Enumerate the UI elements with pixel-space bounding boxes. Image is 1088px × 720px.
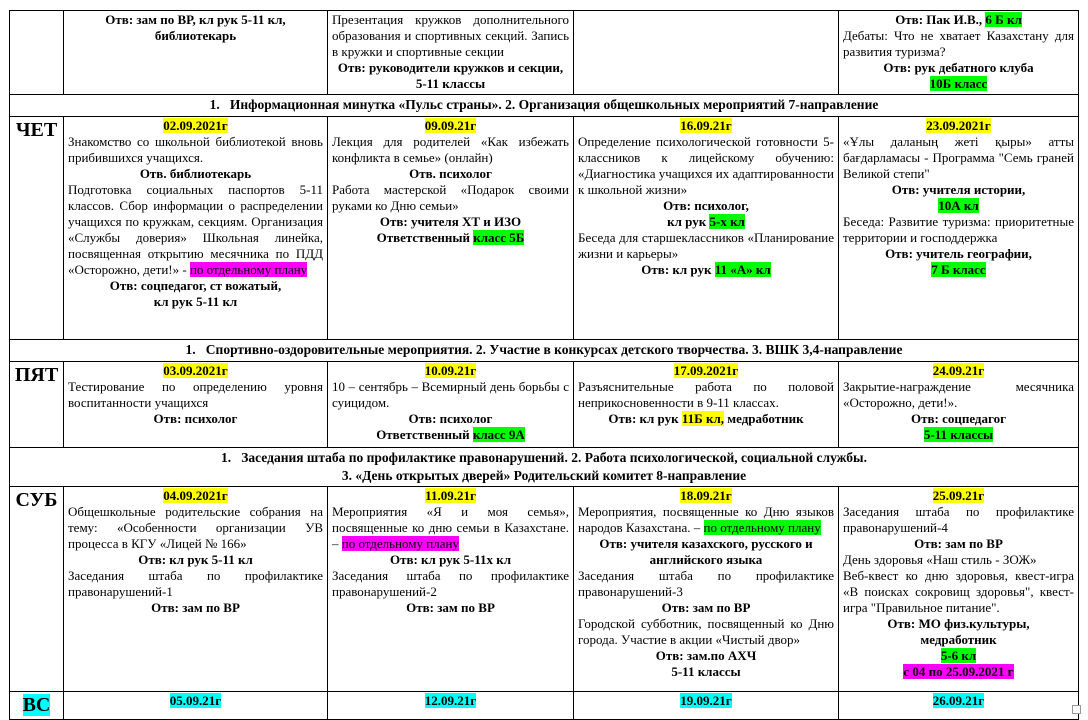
text-run: Отв: учителя казахского, русского и английского языка (599, 536, 813, 567)
paragraph (578, 379, 834, 411)
paragraph (843, 363, 1074, 379)
paragraph (843, 182, 1074, 198)
highlight-green: 6 Б кл (985, 12, 1022, 27)
paragraph (843, 379, 1074, 411)
schedule-table (9, 10, 1079, 720)
highlight-yellow: 24.09.21г (932, 363, 985, 378)
day-label-cell (10, 117, 64, 339)
paragraph (843, 134, 1074, 182)
paragraph (843, 214, 1074, 246)
text-run: Отв: психолог, (663, 198, 749, 213)
text-run: медработник (920, 632, 997, 647)
text-run: Отв: зам по ВР (661, 600, 751, 615)
paragraph (68, 182, 323, 278)
paragraph (578, 693, 834, 709)
text-run: Отв: учителя истории, (891, 182, 1026, 197)
cell-r4-c1 (64, 362, 328, 447)
paragraph (332, 488, 569, 504)
paragraph (843, 568, 1074, 616)
cell-r6-c1 (64, 487, 328, 691)
text-run: Отв: зам по ВР (406, 600, 495, 615)
highlight-green: 7 Б класс (931, 262, 986, 277)
paragraph (843, 246, 1074, 262)
highlight-yellow: 17.09.2021г (673, 363, 739, 378)
text-run: Закрытие-награждение месячника «Осторожно, дети!». (843, 379, 1074, 410)
text-run: Отв: соцпедагог (910, 411, 1006, 426)
text-run: Отв: соцпедагог, ст вожатый, (109, 278, 282, 293)
section-band-line: 1. Заседания штаба по профилактике правонарушений. 2. Работа психологической, социальной службы. (221, 450, 867, 465)
text-run: Подготовка социальных паспортов 5-11 классов. Сбор информации о распределении учащихся по кружкам, секциям. Организация «Службы доверия» Школьная линейка, посвященная открытию месячника по ПДД «Осторожно, дети!» - (68, 182, 323, 277)
text-run: Отв: кл рук 5-11 кл (138, 552, 253, 567)
paragraph (843, 411, 1074, 427)
paragraph (332, 693, 569, 709)
highlight-yellow: 23.09.2021г (926, 118, 991, 133)
paragraph (68, 278, 323, 294)
highlight-yellow: 11Б кл, (681, 411, 725, 426)
paragraph (68, 552, 323, 568)
day-label: ПЯТ (14, 364, 59, 386)
cell-r7-c1 (64, 692, 328, 719)
cell-r0-c4 (839, 11, 1078, 94)
paragraph (332, 568, 569, 600)
paragraph (332, 411, 569, 427)
paragraph (578, 488, 834, 504)
text-run: Ответственный (376, 427, 473, 442)
text-run: кл рук (667, 214, 710, 229)
cell-r0-c3 (574, 11, 839, 94)
cell-r2-c3 (574, 117, 839, 339)
paragraph (68, 363, 323, 379)
text-run: медработник (724, 411, 804, 426)
paragraph (843, 28, 1074, 60)
section-band-line: 3. «День открытых дверей» Родительский комитет 8-направление (341, 468, 747, 483)
paragraph (332, 60, 569, 92)
text-run: Беседа для старшеклассников «Планирование жизни и карьеры» (578, 230, 834, 261)
highlight-yellow: 02.09.2021г (163, 118, 228, 133)
cell-r6-c3 (574, 487, 839, 691)
text-run: День здоровья «Наш стиль - ЗОЖ» (843, 552, 1037, 567)
text-run: Отв: МО физ.культуры, (887, 616, 1030, 631)
highlight-green: класс 9А (472, 427, 525, 442)
day-label-cell (10, 11, 64, 94)
paragraph (578, 504, 834, 536)
text-run: Заседания штаба по профилактике правонарушений-4 (843, 504, 1074, 535)
paragraph (68, 504, 323, 552)
cell-r4-c2 (328, 362, 574, 447)
paragraph (332, 504, 569, 552)
section-band-text (10, 340, 1078, 361)
paragraph (843, 693, 1074, 709)
text-run: Заседания штаба по профилактике правонарушений-2 (332, 568, 569, 599)
paragraph (332, 363, 569, 379)
paragraph (68, 693, 323, 709)
text-run: Лекция для родителей «Как избежать конфликта в семье» (онлайн) (332, 134, 569, 165)
text-run: Презентация кружков дополнительного образования и спортивных секций. Запись в кружки и спортивные секции (332, 12, 569, 59)
paragraph (332, 118, 569, 134)
paragraph (578, 536, 834, 568)
paragraph (332, 379, 569, 411)
paragraph (578, 214, 834, 230)
text-run: 10 – сентябрь – Всемирный день борьбы с суицидом. (332, 379, 569, 410)
paragraph (843, 198, 1074, 214)
day-label: СУБ (15, 489, 58, 511)
paragraph (843, 488, 1074, 504)
paragraph (578, 600, 834, 616)
highlight-yellow: 04.09.2021г (163, 488, 228, 503)
text-run: Мероприятия, посвященные ко Дню языков народов Казахстана. – (578, 504, 834, 535)
paragraph (843, 427, 1074, 443)
paragraph (843, 632, 1074, 648)
text-run: Знакомство со школьной библиотекой вновь прибившихся учащихся. (68, 134, 323, 165)
cell-r2-c4 (839, 117, 1078, 339)
day-label-cell (10, 692, 64, 719)
paragraph (332, 230, 569, 246)
highlight-cyan: 05.09.21г (169, 693, 222, 708)
paragraph (332, 214, 569, 230)
paragraph (578, 198, 834, 214)
text-run: Отв: учитель географии, (885, 246, 1032, 261)
paragraph (843, 616, 1074, 632)
text-run: «Ұлы даланың жеті қыры» атты бағдарламасы - Программа "Семь граней Великой степи" (843, 134, 1074, 181)
text-run: Отв: зам.по АХЧ (655, 648, 757, 663)
paragraph (578, 648, 834, 664)
row-sunday (10, 692, 1078, 719)
row-thursday (10, 117, 1078, 340)
paragraph (843, 664, 1074, 680)
cell-r0-c1 (64, 11, 328, 94)
section-band-line: 1. Информационная минутка «Пульс страны». 2. Организация общешкольных мероприятий 7-направление (209, 97, 879, 112)
text-run: Отв: зам по ВР (151, 600, 240, 615)
cell-r7-c2 (328, 692, 574, 719)
text-run: Отв: кл рук (641, 262, 715, 277)
paragraph (68, 411, 323, 427)
paragraph (332, 134, 569, 166)
paragraph (843, 552, 1074, 568)
text-run: Заседания штаба по профилактике правонарушений-1 (68, 568, 323, 599)
text-run: Разъяснительные работа по половой неприкосновенности в 9-11 классах. (578, 379, 834, 410)
paragraph (578, 118, 834, 134)
highlight-green: 10А кл (938, 198, 979, 213)
paragraph (68, 600, 323, 616)
paragraph (68, 134, 323, 166)
highlight-green: 5-6 кл (940, 648, 977, 663)
cell-r0-c2 (328, 11, 574, 94)
paragraph (332, 552, 569, 568)
highlight-yellow: 16.09.21г (680, 118, 732, 133)
paragraph (843, 504, 1074, 536)
highlight-magenta: по отдельному плану (341, 536, 459, 551)
text-run: Веб-квест ко дню здоровья, квест-игра «В поисках сокровищ здоровья", квест-игра "Правильное питание". (843, 568, 1074, 615)
text-run: Отв: кл рук 5-11х кл (389, 552, 512, 567)
highlight-green: класс 5Б (473, 230, 525, 245)
text-run: Заседания штаба по профилактике правонарушений-3 (578, 568, 834, 599)
highlight-green: 11 «А» кл (714, 262, 771, 277)
paragraph (578, 230, 834, 262)
highlight-yellow: 10.09.21г (424, 363, 477, 378)
paragraph (843, 12, 1074, 28)
day-label: ЧЕТ (15, 119, 58, 141)
paragraph (843, 536, 1074, 552)
paragraph (578, 411, 834, 427)
text-run: Отв. психолог (409, 166, 492, 181)
highlight-green: по отдельному плану (703, 520, 821, 535)
paragraph (843, 262, 1074, 278)
cell-r2-c1 (64, 117, 328, 339)
text-run: Отв: зам по ВР, кл рук 5-11 кл, библиотекарь (105, 12, 286, 43)
paragraph (578, 262, 834, 278)
day-label-cell (10, 362, 64, 447)
section-band-text (10, 95, 1078, 116)
text-run: кл рук 5-11 кл (153, 294, 238, 309)
text-run: Определение психологической готовности 5-классников к лицейскому обучению: «Диагностика учащихся их адаптированности к школьной жизни» (578, 134, 834, 197)
highlight-yellow: 09.09.21г (424, 118, 477, 133)
paragraph (68, 166, 323, 182)
row-saturday (10, 487, 1078, 692)
paragraph (68, 12, 323, 44)
text-run: Отв: Пак И.В., (895, 12, 986, 27)
text-run: Отв: рук дебатного клуба (883, 60, 1034, 75)
cell-r4-c4 (839, 362, 1078, 447)
text-run: Отв: кл рук (608, 411, 682, 426)
text-run: Отв: руководители кружков и секции, 5-11 классы (337, 60, 564, 91)
text-run: Отв: психолог (153, 411, 238, 426)
paragraph (578, 134, 834, 198)
cell-r4-c3 (574, 362, 839, 447)
paragraph (578, 363, 834, 379)
highlight-green: 5-х кл (709, 214, 745, 229)
highlight-green: 5-11 классы (923, 427, 994, 442)
cell-r7-c3 (574, 692, 839, 719)
paragraph (68, 488, 323, 504)
highlight-yellow: 11.09.21г (425, 488, 476, 503)
text-run: Ответственный (376, 230, 474, 245)
highlight-magenta: по отдельному плану (189, 262, 308, 277)
section-band-text (10, 448, 1078, 486)
text-run: Общешкольные родительские собрания на тему: «Особенности организации УВ процесса в КГУ «Лицей № 166» (68, 504, 323, 551)
band-direction-3-4 (10, 340, 1078, 362)
highlight-green: 10Б класс (929, 76, 988, 91)
highlight-cyan: 12.09.21г (424, 693, 477, 708)
cell-r6-c4 (839, 487, 1078, 691)
text-run: Дебаты: Что не хватает Казахстану для развития туризма? (843, 28, 1074, 59)
paragraph (68, 568, 323, 600)
day-label: ВС (22, 694, 51, 716)
paragraph (68, 379, 323, 411)
highlight-yellow: 03.09.2021г (163, 363, 228, 378)
text-run: 5-11 классы (671, 664, 741, 679)
paragraph (578, 664, 834, 680)
paragraph (578, 568, 834, 600)
text-run: Отв: психолог (408, 411, 493, 426)
cell-r2-c2 (328, 117, 574, 339)
paragraph (332, 600, 569, 616)
text-run: Отв: зам по ВР (914, 536, 1003, 551)
paragraph (843, 648, 1074, 664)
day-label-cell (10, 487, 64, 691)
paragraph (578, 616, 834, 648)
highlight-magenta: с 04 по 25.09.2021 г (903, 664, 1014, 679)
highlight-cyan: 19.09.21г (680, 693, 732, 708)
row-friday (10, 362, 1078, 448)
text-run: Городской субботник, посвященный ко Дню города. Участие в акции «Чистый двор» (578, 616, 834, 647)
text-run: Отв: учителя ХТ и ИЗО (379, 214, 522, 229)
row-header (10, 11, 1078, 95)
paragraph (332, 12, 569, 60)
text-run: Беседа: Развитие туризма: приоритетные территории и господдержка (843, 214, 1074, 245)
paragraph (332, 427, 569, 443)
paragraph (68, 294, 323, 310)
highlight-yellow: 18.09.21г (680, 488, 732, 503)
paragraph (332, 182, 569, 214)
highlight-cyan: 26.09.21г (932, 693, 985, 708)
paragraph (68, 118, 323, 134)
text-run: Работа мастерской «Подарок своими руками ко Дню семьи» (332, 182, 569, 213)
text-run: Мероприятия «Я и моя семья», посвященные ко дню семьи в Казахстане. – (332, 504, 569, 551)
cell-r7-c4 (839, 692, 1078, 719)
cell-r6-c2 (328, 487, 574, 691)
highlight-yellow: 25.09.21г (932, 488, 985, 503)
table-resize-handle[interactable] (1072, 705, 1081, 714)
section-band-line: 1. Спортивно-оздоровительные мероприятия. 2. Участие в конкурсах детского творчества. 3. ВШК 3,4-направление (185, 342, 903, 357)
paragraph (843, 76, 1074, 92)
band-direction-7 (10, 95, 1078, 117)
paragraph (843, 60, 1074, 76)
band-direction-8 (10, 448, 1078, 487)
text-run: Тестирование по определению уровня воспитанности учащихся (68, 379, 323, 410)
paragraph (332, 166, 569, 182)
text-run: Отв. библиотекарь (139, 166, 252, 181)
paragraph (843, 118, 1074, 134)
